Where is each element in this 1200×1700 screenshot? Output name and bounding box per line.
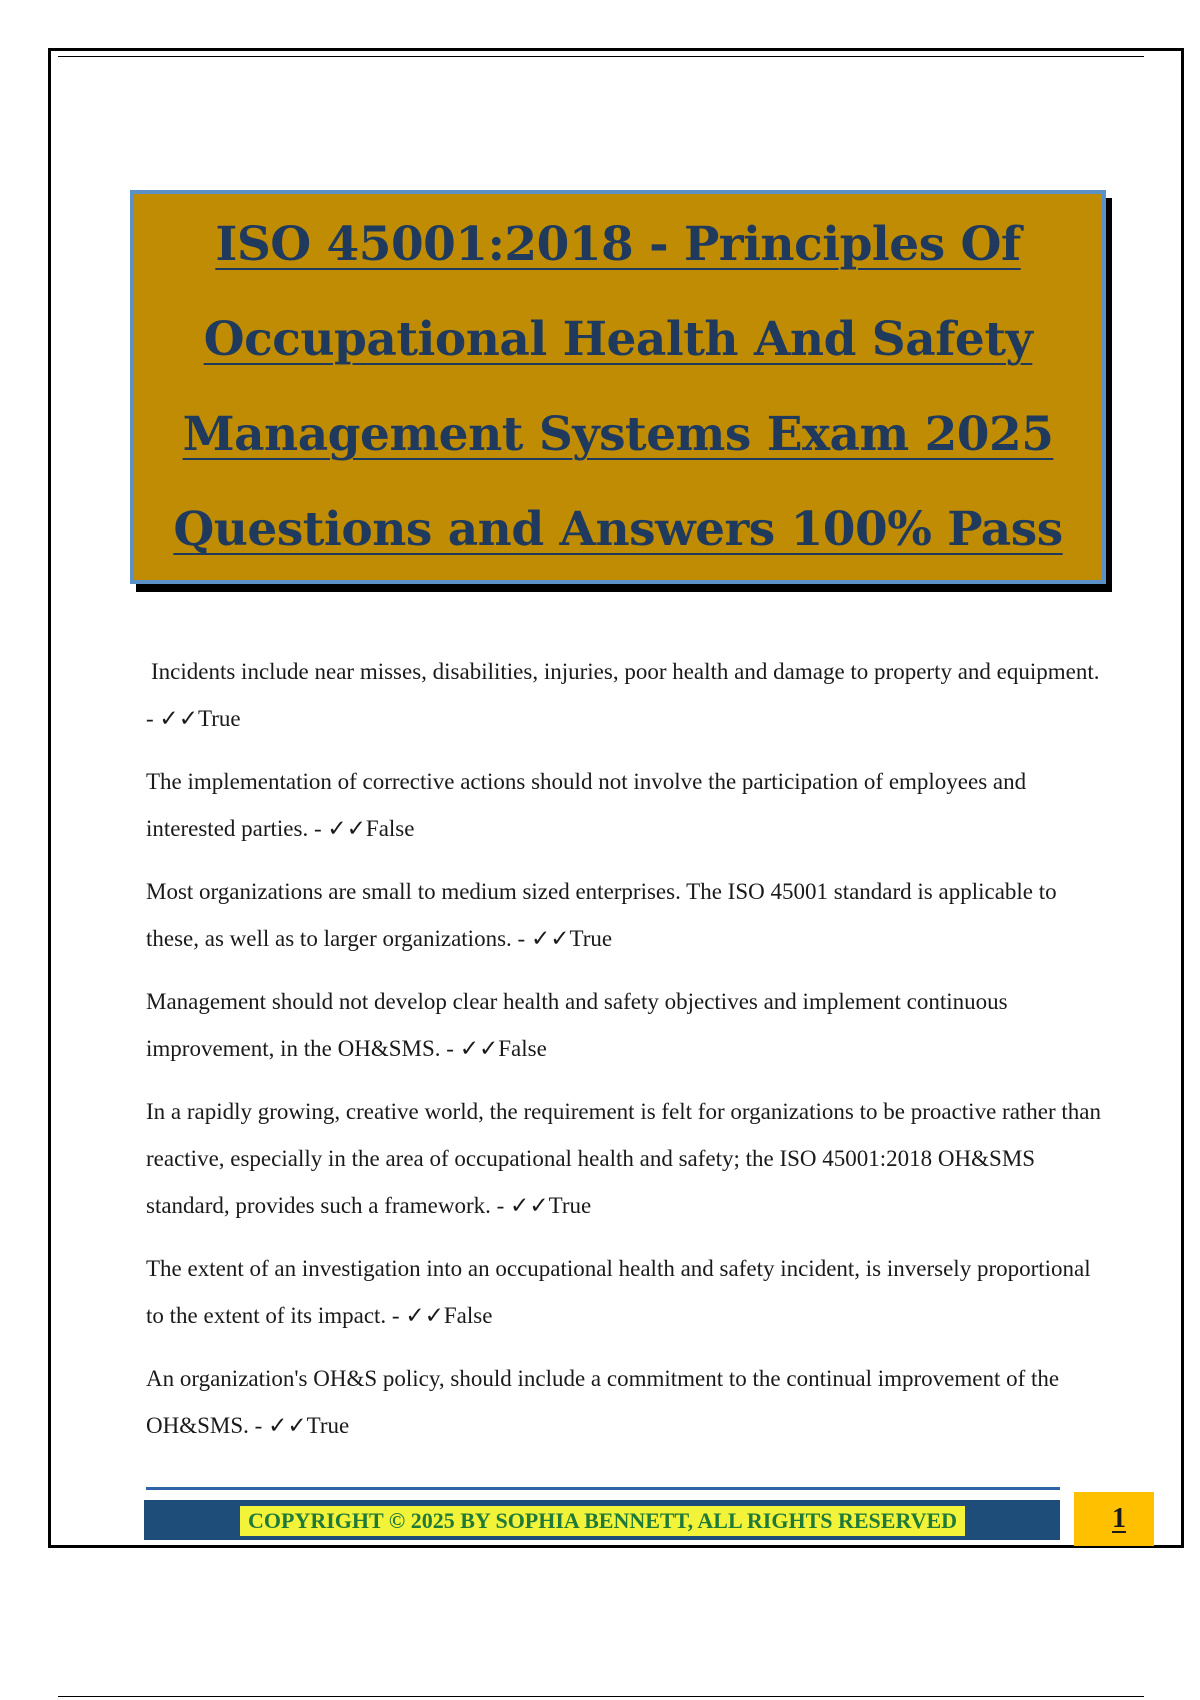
top-rule <box>58 56 1144 57</box>
question-text: An organization's OH&S policy, should include a commitment to the continual improvement of the OH&SMS. - <box>146 1366 1060 1438</box>
answer-text: ✓✓True <box>530 926 613 951</box>
question-text: Most organizations are small to medium sized enterprises. The ISO 45001 standard is applicable to these, as well as to larger organizations. - <box>146 879 1057 951</box>
question-text: Management should not develop clear health and safety objectives and implement continuous improvement, in the OH&SMS. - <box>146 989 1008 1061</box>
page-number-box <box>1074 1492 1154 1546</box>
qa-item <box>146 868 1106 962</box>
copyright-notice: COPYRIGHT © 2025 BY SOPHIA BENNETT, ALL RIGHTS RESERVED <box>240 1506 965 1536</box>
answer-text: ✓✓False <box>405 1303 493 1328</box>
question-text: The implementation of corrective actions should not involve the participation of employees and interested parties. - <box>146 769 1027 841</box>
answer-text: ✓✓True <box>159 706 241 731</box>
title-banner <box>130 190 1106 584</box>
question-text: In a rapidly growing, creative world, the requirement is felt for organizations to be proactive rather than reactive, especially in the area of occupational health and safety; the ISO 45001:2018 OH&SMS standard, provides such a framework. - <box>146 1099 1102 1218</box>
qa-item <box>146 978 1106 1072</box>
question-text: The extent of an investigation into an occupational health and safety incident, is inversely proportional to the extent of its impact. - <box>146 1256 1091 1328</box>
qa-item <box>146 1355 1106 1449</box>
title-line-3: Management Systems Exam 2025 <box>182 407 1054 462</box>
qa-item <box>146 648 1106 742</box>
qa-list <box>146 648 1106 1465</box>
page-number: 1 <box>1112 1503 1126 1534</box>
title-line-1: ISO 45001:2018 - Principles Of <box>215 217 1021 272</box>
qa-item <box>146 1088 1106 1229</box>
qa-item <box>146 1245 1106 1339</box>
answer-text: ✓✓False <box>459 1036 547 1061</box>
title-line-4: Questions and Answers 100% Pass <box>173 502 1063 557</box>
answer-text: ✓✓False <box>327 816 415 841</box>
bottom-rule <box>58 1696 1144 1697</box>
answer-text: ✓✓True <box>510 1193 592 1218</box>
question-text: Incidents include near misses, disabilities, injuries, poor health and damage to property and equipment. - <box>146 659 1100 731</box>
answer-text: ✓✓True <box>268 1413 350 1438</box>
qa-item <box>146 758 1106 852</box>
footer-rule <box>146 1487 1060 1490</box>
title-line-2: Occupational Health And Safety <box>203 312 1033 367</box>
